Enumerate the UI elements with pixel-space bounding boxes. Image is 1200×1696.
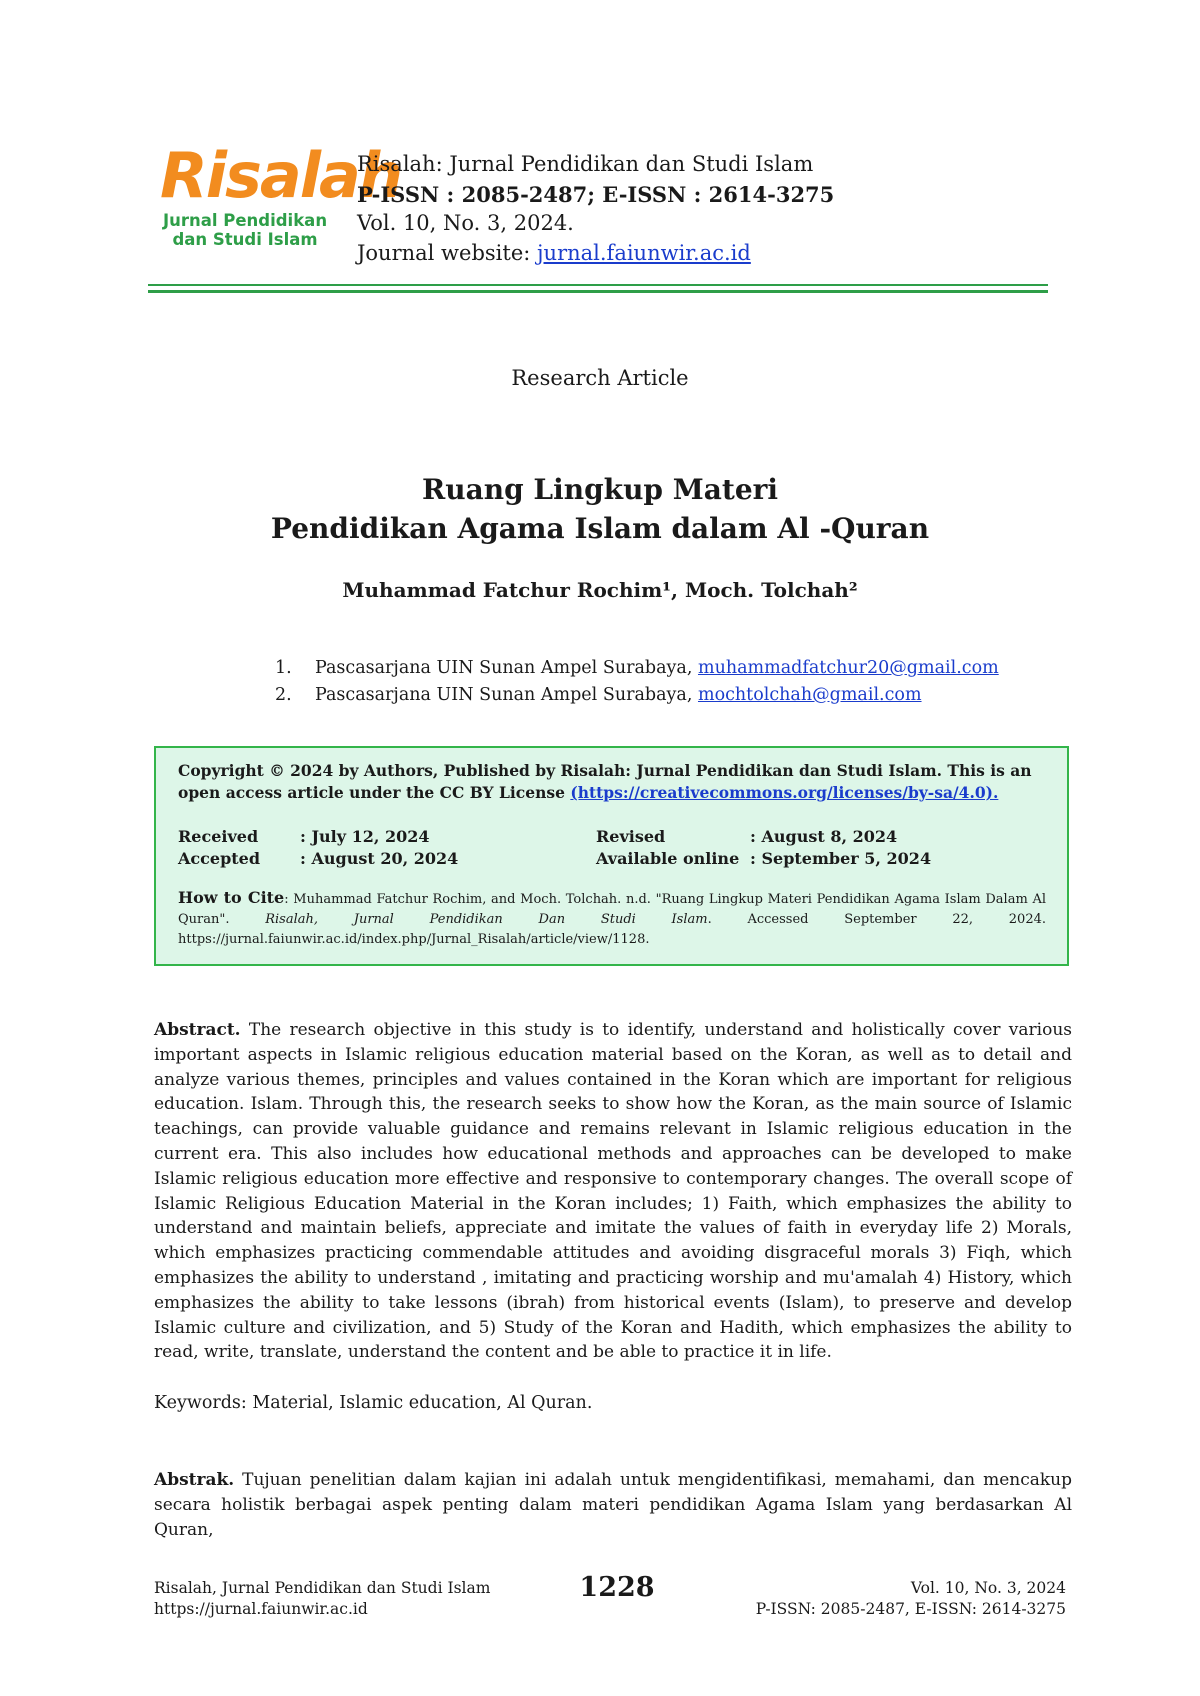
- affiliation-email[interactable]: muhammadfatchur20@gmail.com: [697, 658, 999, 678]
- affiliation-text: Pascasarjana UIN Sunan Ampel Surabaya,: [315, 658, 693, 678]
- cite-tail: . Accessed September 22, 2024. https://jurnal.faiunwir.ac.id/index.php/Jurnal_Risalah/article/view/1128.: [178, 912, 1046, 947]
- logo-subtitle-line2: dan Studi Islam: [172, 230, 318, 249]
- received-date: : July 12, 2024: [300, 827, 430, 846]
- abstract: [154, 1018, 1072, 1365]
- affiliation-number: 2.: [275, 685, 292, 705]
- abstract-label: Abstract.: [154, 1020, 241, 1040]
- accepted-label: Accepted: [178, 849, 261, 868]
- cite-journal: Risalah, Jurnal Pendidikan Dan Studi Islam: [265, 912, 708, 927]
- abstract-text: The research objective in this study is to identify, understand and holistically cover various important aspects in Islamic religious education material based on the Koran, as well as to detail and analyze various themes, principles and values contained in the Koran which are important for religious education. Islam. Through this, the research seeks to show how the Koran, as the main source of Islamic teachings, can provide valuable guidance and remains relevant in Islamic religious education in the current era. This also includes how educational methods and approaches can be developed to make Islamic religious education more effective and responsive to contemporary changes. The overall scope of Islamic Religious Education Material in the Koran includes; 1) Faith, which emphasizes the ability to understand and maintain beliefs, appreciate and imitate the values of faith in everyday life 2) Morals, which emphasizes practicing commendable attitudes and avoiding disgraceful morals 3) Fiqh, which emphasizes the ability to understand , imitating and practicing worship and mu'amalah 4) History, which emphasizes the ability to take lessons (ibrah) from historical events (Islam), to preserve and develop Islamic culture and civilization, and 5) Study of the Koran and Hadith, which emphasizes the ability to read, write, translate, understand the content and be able to practice it in life.: [154, 1020, 1072, 1363]
- footer-issn: P-ISSN: 2085-2487, E-ISSN: 2614-3275: [755, 1600, 1066, 1618]
- affiliation-item: [275, 682, 999, 709]
- affiliation-item: [275, 655, 999, 682]
- copyright-box: [154, 746, 1069, 966]
- license-link[interactable]: (https://creativecommons.org/licenses/by-sa/4.0).: [570, 783, 999, 802]
- logo-wordmark: Risalah: [160, 139, 401, 212]
- journal-volume: Vol. 10, No. 3, 2024.: [357, 211, 574, 235]
- affiliation-email[interactable]: mochtolchah@gmail.com: [697, 685, 922, 705]
- article-title: [0, 470, 1200, 548]
- authors: Muhammad Fatchur Rochim¹, Moch. Tolchah²: [342, 578, 858, 602]
- footer-issue: [756, 1578, 1066, 1620]
- received-label: Received: [178, 827, 259, 846]
- journal-name: Risalah: Jurnal Pendidikan dan Studi Islam: [357, 152, 814, 176]
- abstrak-text: Tujuan penelitian dalam kajian ini adalah untuk mengidentifikasi, memahami, dan mencakup secara holistik berbagai aspek penting dalam materi pendidikan Agama Islam yang berdasarkan Al Quran,: [154, 1470, 1072, 1540]
- available-label: Available online: [596, 849, 740, 868]
- page-number: 1228: [579, 1572, 655, 1603]
- journal-issn: P-ISSN : 2085-2487; E-ISSN : 2614-3275: [357, 181, 835, 207]
- article-type: Research Article: [511, 366, 689, 390]
- footer-journal-name: Risalah, Jurnal Pendidikan dan Studi Islam: [154, 1579, 491, 1597]
- journal-info: [357, 150, 834, 268]
- affiliation-text: Pascasarjana UIN Sunan Ampel Surabaya,: [315, 685, 693, 705]
- copyright-statement: [178, 760, 1046, 804]
- copyright-text: Copyright © 2024 by Authors, Published by Risalah: Jurnal Pendidikan dan Studi Islam. This is an open access article under the CC BY License: [178, 761, 1032, 802]
- affiliations: [275, 655, 999, 709]
- accepted-date: : August 20, 2024: [300, 849, 459, 868]
- logo-subtitle-line1: Jurnal Pendidikan: [162, 211, 328, 230]
- title-line-1: Ruang Lingkup Materi: [421, 473, 779, 506]
- available-date: : September 5, 2024: [750, 849, 932, 868]
- header-divider-bottom: [148, 290, 1048, 293]
- header-divider-top: [148, 284, 1048, 286]
- revised-label: Revised: [596, 827, 666, 846]
- journal-logo: [160, 139, 401, 275]
- abstrak-label: Abstrak.: [154, 1470, 235, 1490]
- footer-volume: Vol. 10, No. 3, 2024: [910, 1579, 1066, 1597]
- website-label: Journal website:: [357, 240, 538, 265]
- abstrak: [154, 1468, 1072, 1542]
- how-to-cite: [178, 888, 1046, 950]
- cite-text: : Muhammad Fatchur Rochim, and Moch. Tolchah. n.d. "Ruang Lingkup Materi Pendidikan Agama Islam Dalam Al Quran".: [178, 892, 1047, 927]
- keywords: Keywords: Material, Islamic education, Al Quran.: [154, 1393, 593, 1413]
- cite-heading: How to Cite: [178, 888, 285, 907]
- footer-journal-url: https://jurnal.faiunwir.ac.id: [154, 1600, 368, 1618]
- website-link[interactable]: jurnal.faiunwir.ac.id: [537, 240, 751, 265]
- journal-website: [357, 239, 834, 269]
- affiliation-number: 1.: [275, 658, 292, 678]
- revised-date: : August 8, 2024: [750, 827, 898, 846]
- title-line-2: Pendidikan Agama Islam dalam Al -Quran: [270, 512, 930, 545]
- logo-subtitle: [160, 211, 330, 249]
